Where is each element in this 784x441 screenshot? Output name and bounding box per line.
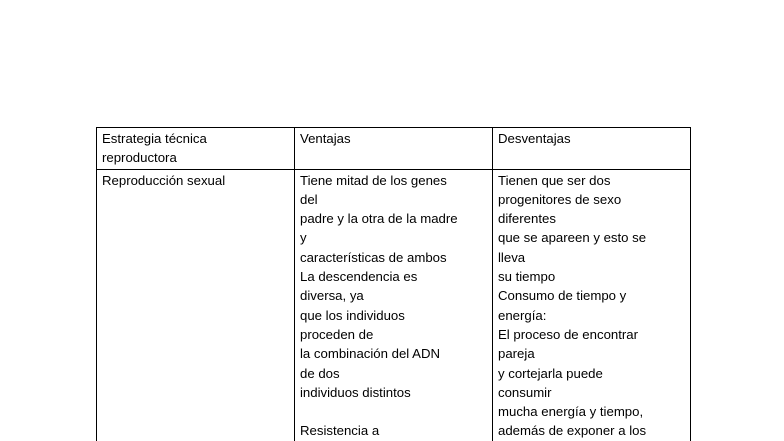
desventajas-line: y cortejarla puede [498,365,603,381]
cell-strategy [97,169,295,441]
strategy-name: Reproducción sexual [102,172,226,188]
table-row [97,169,691,441]
desventajas-line: progenitores de sexo [498,191,622,207]
table-header [97,128,691,170]
desventajas-line: El proceso de encontrar [498,326,639,342]
header-strategy [97,128,295,170]
strategy-comparison-table [96,127,691,441]
ventajas-line: padre y la otra de la madre [300,211,458,227]
ventajas-line: la combinación del ADN [300,346,441,362]
table-body [97,169,691,441]
header-ventajas-label: Ventajas [300,131,351,146]
ventajas-line: del [300,191,318,207]
ventajas-line: Resistencia a [300,423,380,439]
ventajas-line: que los individuos [300,307,405,323]
header-strategy-line-1: Estrategia técnica [102,131,207,146]
desventajas-line: lleva [498,249,526,265]
desventajas-line: pareja [498,346,535,362]
desventajas-line: Consumo de tiempo y [498,288,627,304]
ventajas-line [300,402,488,421]
desventajas-line: además de exponer a los [498,423,647,439]
ventajas-line: Tiene mitad de los genes [300,172,447,188]
desventajas-line: que se apareen y esto se [498,230,647,246]
ventajas-line: La descendencia es [300,269,418,285]
desventajas-line: consumir [498,384,552,400]
header-desventajas [493,128,691,170]
desventajas-line: diferentes [498,211,556,227]
ventajas-line: proceden de [300,326,374,342]
header-desventajas-label: Desventajas [498,131,571,146]
ventajas-line: diversa, ya [300,288,364,304]
ventajas-line: individuos distintos [300,384,411,400]
desventajas-line: Tienen que ser dos [498,172,611,188]
header-row [97,128,691,170]
ventajas-line: de dos [300,365,340,381]
desventajas-line: energía: [498,307,547,323]
ventajas-line: y [300,230,307,246]
cell-desventajas [493,169,691,441]
header-ventajas [295,128,493,170]
header-strategy-line-2: reproductora [102,150,177,166]
ventajas-line: características de ambos [300,249,447,265]
cell-ventajas [295,169,493,441]
desventajas-line: su tiempo [498,269,556,285]
desventajas-line: mucha energía y tiempo, [498,404,644,420]
